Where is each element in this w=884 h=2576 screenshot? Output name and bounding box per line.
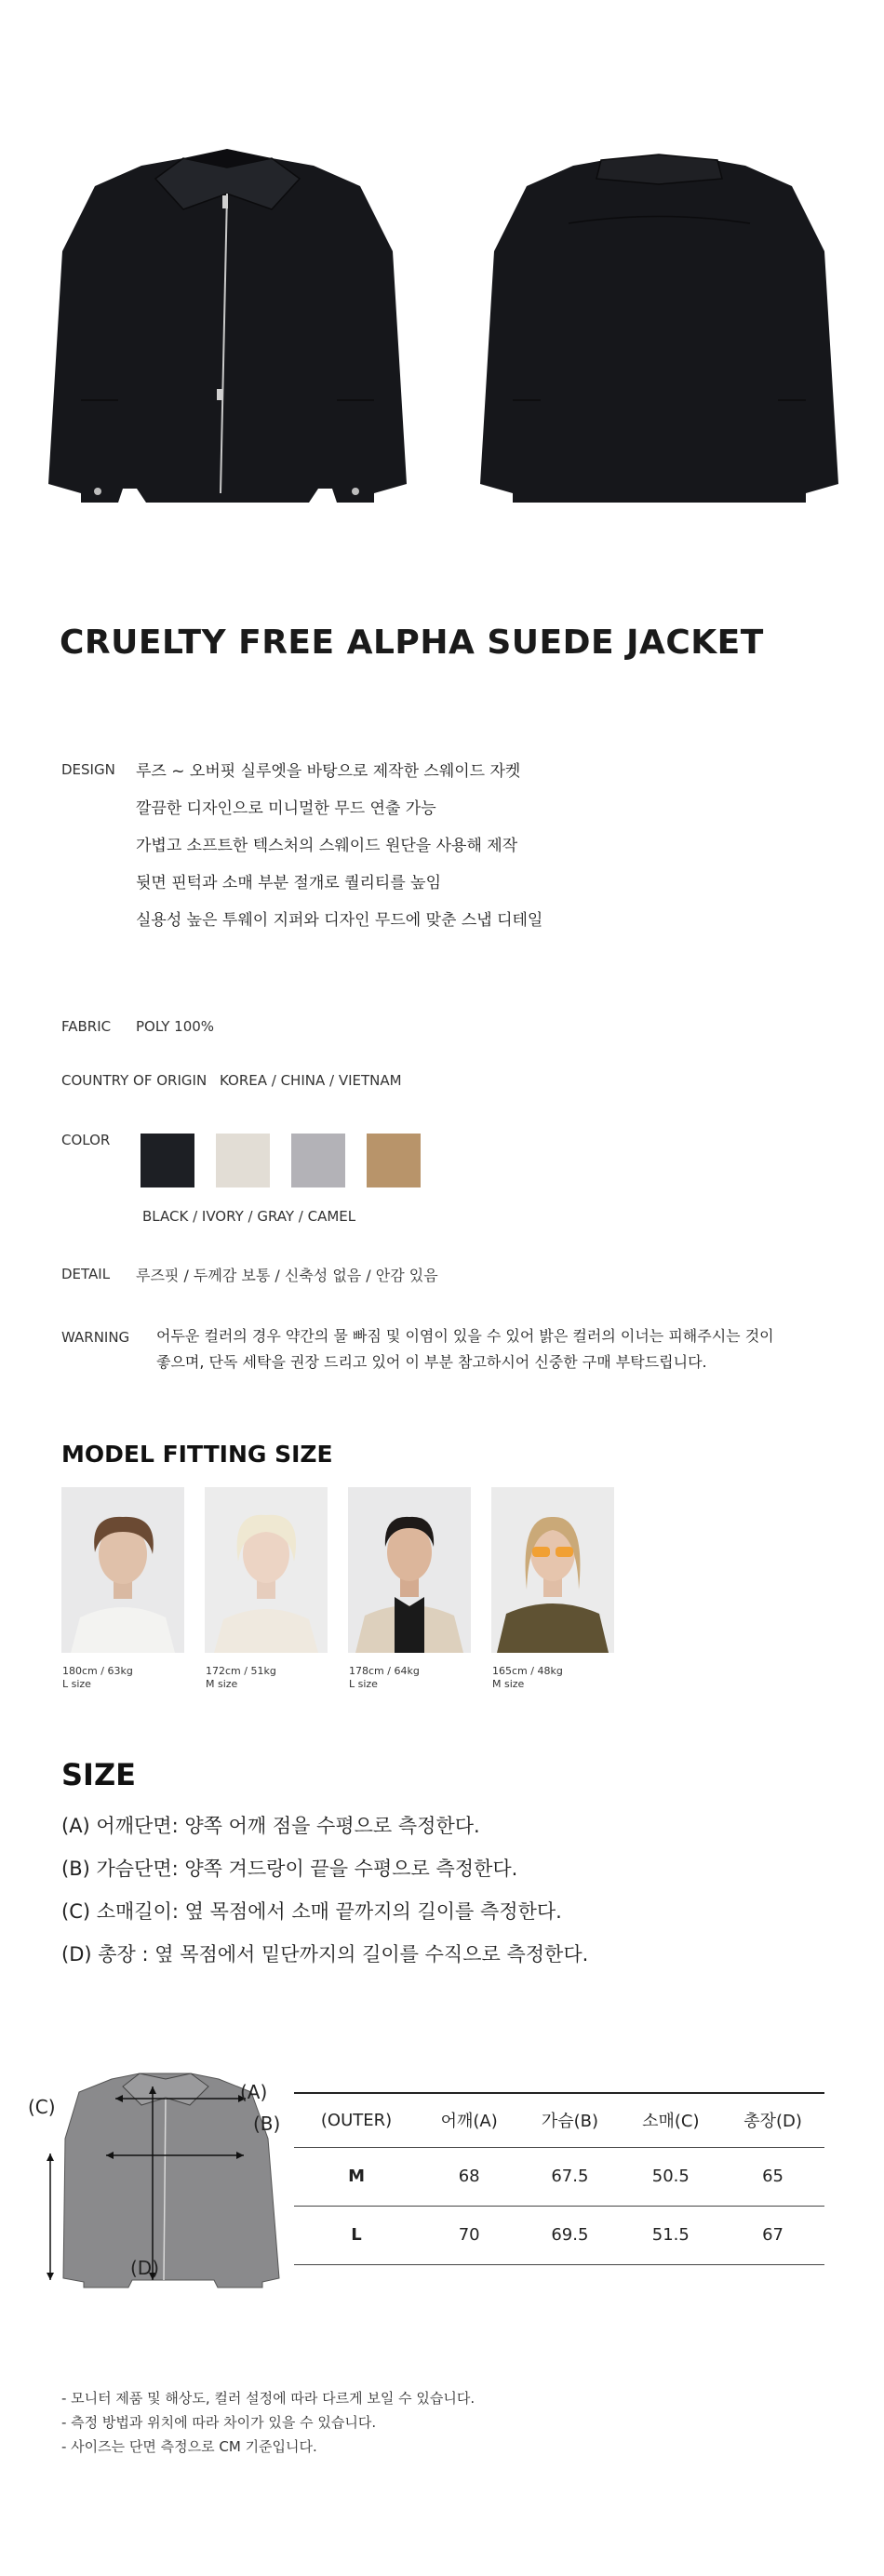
size-definition-c: (C) 소매길이: 옆 목점에서 소매 끝까지의 길이를 측정한다.	[61, 1900, 562, 1923]
footnote-3: - 사이즈는 단면 측정으로 CM 기준입니다.	[61, 2438, 317, 2455]
table-cell-size: L	[351, 2225, 362, 2245]
size-table	[294, 2092, 824, 2265]
model-caption-4	[492, 1665, 563, 1691]
fabric-label: FABRIC	[61, 1018, 112, 1035]
size-table-header: 소매(C)	[642, 2112, 700, 2132]
size-definition-a: (A) 어깨단면: 양쪽 어깨 점을 수평으로 측정한다.	[61, 1815, 480, 1837]
design-label: DESIGN	[61, 761, 115, 778]
diagram-label-b: (B)	[253, 2113, 281, 2135]
model-size: M size	[206, 1678, 238, 1690]
color-swatch-gray	[291, 1134, 345, 1187]
model-size: L size	[62, 1678, 91, 1690]
size-section-heading: SIZE	[61, 1757, 137, 1792]
size-definition-d: (D) 총장 : 옆 목점에서 밑단까지의 길이를 수직으로 측정한다.	[61, 1943, 589, 1966]
jacket-front-image	[44, 121, 411, 512]
table-cell: 67.5	[551, 2167, 589, 2186]
footnote-1: - 모니터 제품 및 해상도, 컬러 설정에 따라 다르게 보일 수 있습니다.	[61, 2390, 475, 2407]
table-cell-size: M	[348, 2167, 365, 2186]
jacket-back-image	[475, 121, 843, 512]
model-caption-1	[62, 1665, 133, 1691]
color-swatch-camel	[367, 1134, 421, 1187]
diagram-label-d: (D)	[130, 2257, 160, 2279]
design-line-1: 루즈 ~ 오버핏 실루엣을 바탕으로 제작한 스웨이드 자켓	[136, 762, 521, 781]
model-section-heading: MODEL FITTING SIZE	[61, 1441, 333, 1468]
model-size: M size	[492, 1678, 525, 1690]
table-row	[294, 2206, 824, 2264]
size-table-header: 어깨(A)	[440, 2112, 498, 2132]
model-stats: 178cm / 64kg	[349, 1665, 420, 1677]
table-cell: 51.5	[651, 2225, 690, 2245]
color-swatch-black	[141, 1134, 194, 1187]
model-caption-3	[349, 1665, 420, 1691]
model-stats: 180cm / 63kg	[62, 1665, 133, 1677]
warning-line-2: 좋으며, 단독 세탁을 권장 드리고 있어 이 부분 참고하시어 신중한 구매 부탁드립니다.	[156, 1353, 707, 1371]
model-stats: 172cm / 51kg	[206, 1665, 276, 1677]
detail-label: DETAIL	[61, 1266, 111, 1282]
model-photo-4	[491, 1487, 614, 1653]
table-cell: 70	[458, 2225, 480, 2245]
model-photo-1	[61, 1487, 184, 1653]
warning-text	[156, 1323, 826, 1375]
footnote-2: - 측정 방법과 위치에 따라 차이가 있을 수 있습니다.	[61, 2414, 377, 2431]
detail-value: 루즈핏 / 두께감 보통 / 신축성 없음 / 안감 있음	[136, 1267, 438, 1284]
table-cell: 65	[762, 2167, 784, 2186]
design-line-5: 실용성 높은 투웨이 지퍼와 디자인 무드에 맞춘 스냅 디테일	[136, 911, 543, 930]
model-photo-2	[205, 1487, 328, 1653]
table-cell: 69.5	[551, 2225, 589, 2245]
size-table-header: 가슴(B)	[541, 2112, 598, 2132]
model-photo-3	[348, 1487, 471, 1653]
size-table-header: 총장(D)	[743, 2112, 802, 2132]
diagram-label-a: (A)	[240, 2081, 268, 2103]
table-cell: 68	[458, 2167, 480, 2186]
design-line-2: 깔끔한 디자인으로 미니멀한 무드 연출 가능	[136, 799, 436, 818]
model-stats: 165cm / 48kg	[492, 1665, 563, 1677]
table-cell: 67	[762, 2225, 784, 2245]
color-swatch-ivory	[216, 1134, 270, 1187]
warning-label: WARNING	[61, 1329, 130, 1346]
design-line-4: 뒷면 핀턱과 소매 부분 절개로 퀄리티를 높임	[136, 874, 442, 892]
product-title: CRUELTY FREE ALPHA SUEDE JACKET	[60, 624, 764, 662]
model-caption-2	[206, 1665, 276, 1691]
fabric-value: POLY 100%	[136, 1018, 215, 1035]
origin-label: COUNTRY OF ORIGIN	[61, 1072, 208, 1089]
table-cell: 50.5	[651, 2167, 690, 2186]
design-line-3: 가볍고 소프트한 텍스처의 스웨이드 원단을 사용해 제작	[136, 837, 518, 855]
warning-line-1: 어두운 컬러의 경우 약간의 물 빠짐 및 이염이 있을 수 있어 밝은 컬러의 이너는 피해주시는 것이	[156, 1327, 774, 1345]
diagram-label-c: (C)	[28, 2096, 56, 2118]
size-table-header-row	[294, 2093, 824, 2147]
size-definition-b: (B) 가슴단면: 양쪽 겨드랑이 끝을 수평으로 측정한다.	[61, 1858, 518, 1880]
color-names: BLACK / IVORY / GRAY / CAMEL	[142, 1208, 356, 1225]
size-table-header: (OUTER)	[320, 2110, 393, 2130]
table-row	[294, 2147, 824, 2206]
model-size: L size	[349, 1678, 378, 1690]
color-label: COLOR	[61, 1132, 111, 1148]
origin-value: KOREA / CHINA / VIETNAM	[220, 1072, 402, 1089]
